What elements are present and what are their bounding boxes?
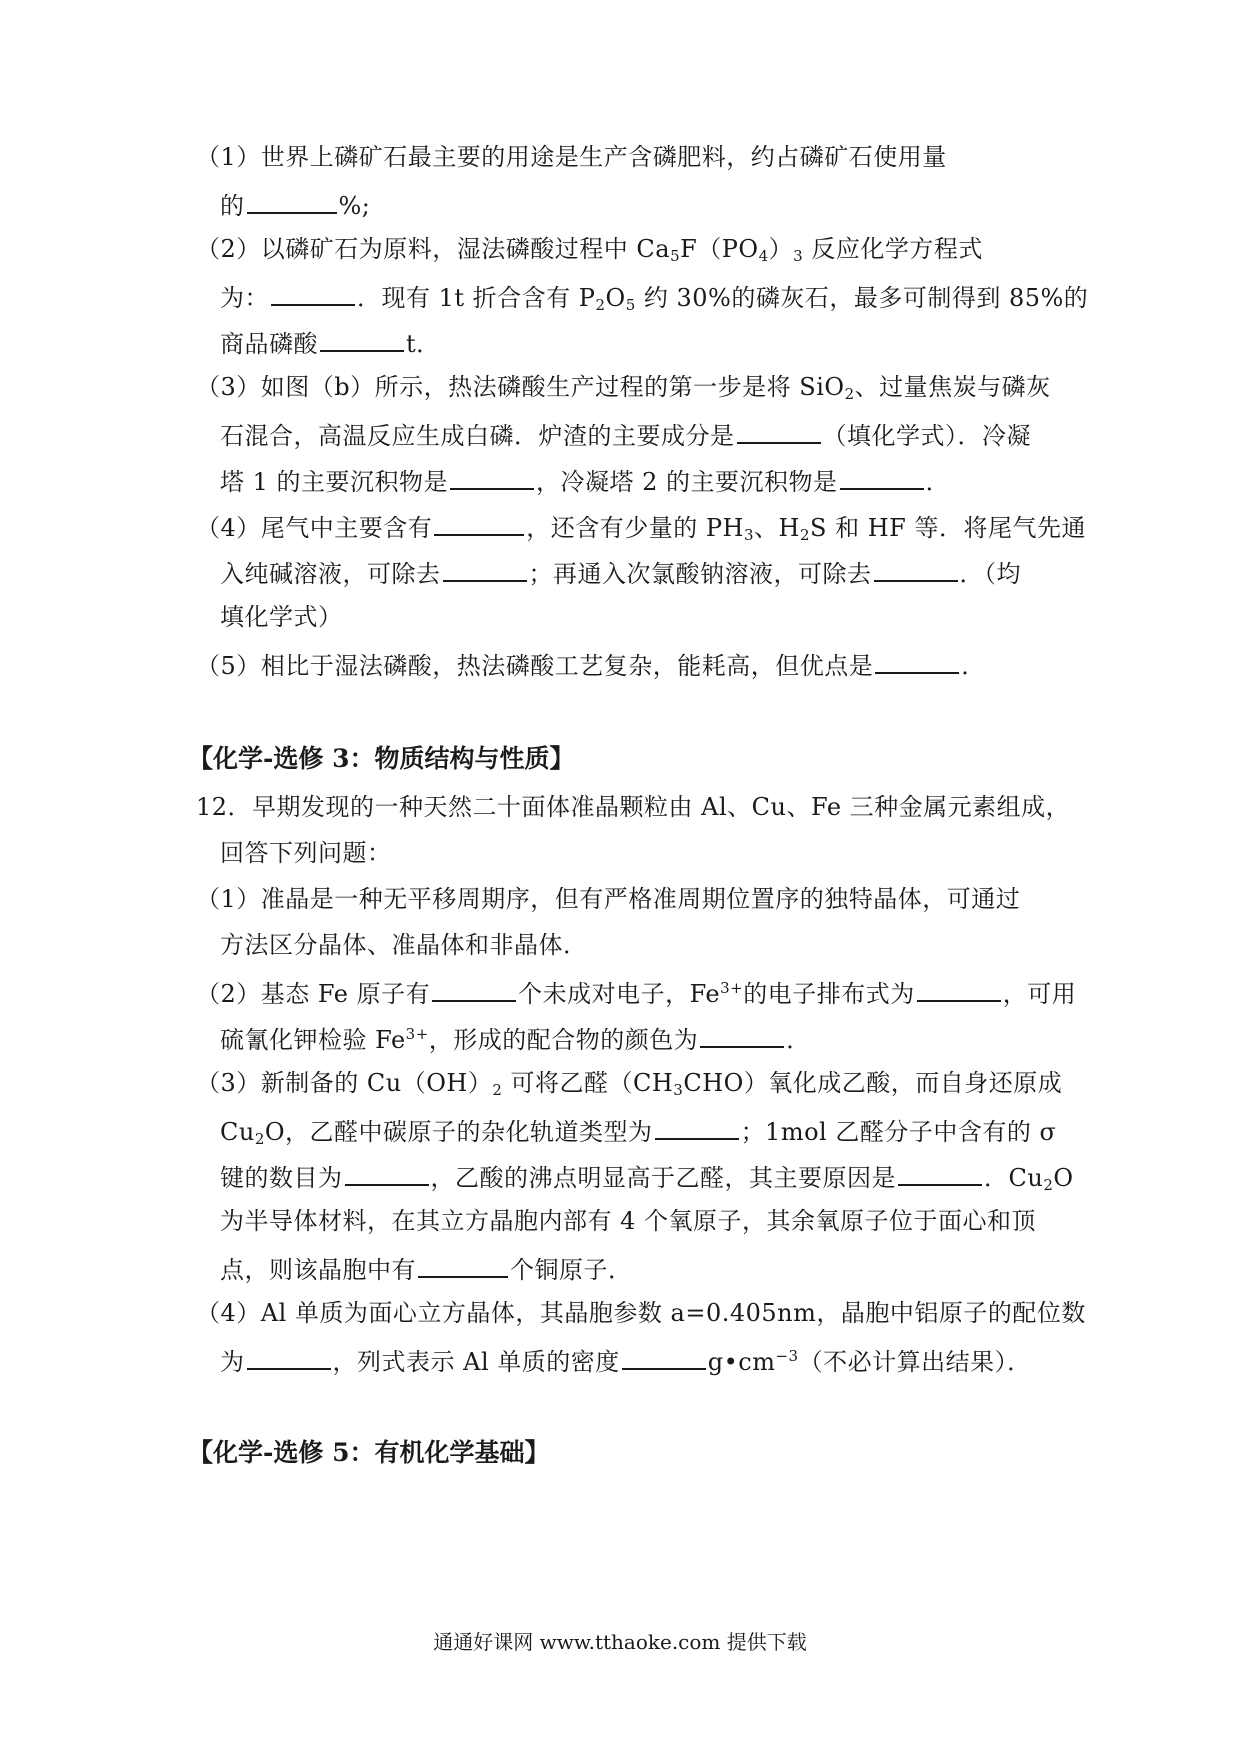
- text: ，可用: [1002, 980, 1077, 1008]
- q11-part3-line3: [220, 462, 950, 499]
- q12-part4-line2: [220, 1342, 1032, 1379]
- answer-blank[interactable]: [345, 1158, 429, 1186]
- q12-part2-line1: [196, 974, 1076, 1011]
- text: ．: [925, 468, 951, 496]
- text: F（PO: [680, 235, 759, 263]
- text: 方法区分晶体、准晶体和非晶体．: [220, 931, 588, 959]
- q12-part1-line1: [196, 882, 1020, 916]
- answer-blank[interactable]: [271, 278, 355, 306]
- text: 塔 1 的主要沉积物是: [220, 468, 449, 496]
- text: ；再通入次氯酸钠溶液，可除去: [528, 560, 872, 588]
- q12-part3-line3: [220, 1158, 1074, 1195]
- text: ．（均: [959, 560, 1021, 588]
- answer-blank[interactable]: [247, 1342, 331, 1370]
- answer-blank[interactable]: [443, 554, 527, 582]
- text: 个铜原子．: [510, 1256, 633, 1284]
- subscript: 2: [492, 1081, 503, 1099]
- q11-part4-line3: [220, 600, 343, 634]
- subscript: 2: [799, 526, 811, 544]
- subscript: 3: [673, 1081, 684, 1099]
- subscript: 5: [625, 296, 636, 314]
- text: ；1mol 乙醛分子中含有的 σ: [740, 1118, 1057, 1146]
- q12-part3-line4: [220, 1204, 1036, 1238]
- q12-part1-line2: [220, 928, 588, 962]
- text: 、过量焦炭与磷灰: [854, 373, 1051, 401]
- q12-part4-line1: [196, 1296, 1086, 1330]
- text: （3）新制备的 Cu（OH）: [196, 1069, 493, 1097]
- text: （1）世界上磷矿石最主要的用途是生产含磷肥料，约占磷矿石使用量: [196, 143, 947, 171]
- answer-blank[interactable]: [418, 1250, 508, 1278]
- text: g•cm: [707, 1348, 776, 1376]
- text: 反应化学方程式: [803, 235, 983, 263]
- text: （1）准晶是一种无平移周期序，但有严格准周期位置序的独特晶体，可通过: [196, 885, 1021, 913]
- page-footer: 通通好课网 www.tthaoke.com 提供下载: [433, 1630, 807, 1654]
- section-heading-elective-5: 【化学-选修 5：有机化学基础】: [188, 1438, 550, 1467]
- subscript: 2: [595, 296, 606, 314]
- text: 的: [220, 192, 245, 220]
- answer-blank[interactable]: [875, 646, 959, 674]
- text: %;: [338, 192, 371, 220]
- q11-part2-line1: [196, 232, 983, 266]
- text: 约 30%的磷灰石，最多可制得到 85%的: [635, 284, 1089, 312]
- text: 填化学式）: [220, 603, 343, 631]
- q11-part2-line3: [220, 324, 441, 361]
- text: （2）以磷矿石为原料，湿法磷酸过程中 Ca: [196, 235, 671, 263]
- text: ，形成的配合物的颜色为: [428, 1026, 699, 1054]
- text: 商品磷酸: [220, 330, 318, 358]
- answer-blank[interactable]: [450, 462, 534, 490]
- text: ，还含有少量的 PH: [526, 514, 744, 542]
- q11-part5-line1: [196, 646, 986, 683]
- superscript: −3: [775, 1347, 799, 1365]
- answer-blank[interactable]: [840, 462, 924, 490]
- superscript: 3+: [720, 979, 744, 997]
- subscript: 3: [793, 247, 804, 265]
- text: ，列式表示 Al 单质的密度: [332, 1348, 620, 1376]
- text: ．: [961, 652, 986, 680]
- q11-part3-line1: [196, 370, 1051, 404]
- section-heading-elective-3: 【化学-选修 3：物质结构与性质】: [188, 744, 575, 773]
- text: ．: [786, 1026, 811, 1054]
- text: Cu: [220, 1118, 255, 1146]
- text: CHO）氧化成乙酸，而自身还原成: [683, 1069, 1063, 1097]
- subscript: 2: [1043, 1176, 1054, 1194]
- answer-blank[interactable]: [898, 1158, 982, 1186]
- text: 为：: [220, 284, 269, 312]
- text: 可将乙醛（CH: [502, 1069, 674, 1097]
- answer-blank[interactable]: [737, 416, 821, 444]
- answer-blank[interactable]: [700, 1020, 784, 1048]
- q12-part2-line2: [220, 1020, 811, 1057]
- q11-part1-line1: [196, 140, 947, 174]
- text: （3）如图（b）所示，热法磷酸生产过程的第一步是将 SiO: [196, 373, 845, 401]
- text: ．现有 1t 折合含有 P: [357, 284, 596, 312]
- q11-part1-line2: [220, 186, 370, 223]
- answer-blank[interactable]: [247, 186, 337, 214]
- text: 入纯碱溶液，可除去: [220, 560, 441, 588]
- text: 键的数目为: [220, 1164, 343, 1192]
- subscript: 4: [758, 247, 769, 265]
- subscript: 2: [254, 1130, 265, 1148]
- q11-part2-line2: [220, 278, 1088, 315]
- text: 、H: [754, 514, 800, 542]
- text: S 和 HF 等．将尾气先通: [810, 514, 1086, 542]
- q12-part3-line5: [220, 1250, 633, 1287]
- q12-intro-line1: [196, 790, 1070, 824]
- text: O，乙醛中碳原子的杂化轨道类型为: [264, 1118, 653, 1146]
- text: ）: [768, 235, 794, 263]
- q12-intro-line2: [220, 836, 392, 870]
- text: （4）尾气中主要含有: [196, 514, 433, 542]
- subscript: 3: [744, 526, 755, 544]
- text: （填化学式）．冷凝: [822, 422, 1031, 450]
- text: 硫氰化钾检验 Fe: [220, 1026, 406, 1054]
- answer-blank[interactable]: [655, 1112, 739, 1140]
- text: 点，则该晶胞中有: [220, 1256, 416, 1284]
- text: （4）Al 单质为面心立方晶体，其晶胞参数 a=0.405nm，晶胞中铝原子的配位数: [196, 1299, 1086, 1327]
- text: 回答下列问题：: [220, 839, 392, 867]
- answer-blank[interactable]: [320, 324, 404, 352]
- q11-part4-line2: [220, 554, 1021, 591]
- text: 的电子排布式为: [743, 980, 915, 1008]
- q11-part4-line1: [196, 508, 1086, 545]
- text: ，乙酸的沸点明显高于乙醛，其主要原因是: [430, 1164, 896, 1192]
- text: ．Cu: [984, 1164, 1044, 1192]
- text: 石混合，高温反应生成白磷．炉渣的主要成分是: [220, 422, 735, 450]
- text: （2）基态 Fe 原子有: [196, 980, 431, 1008]
- subscript: 5: [670, 247, 681, 265]
- answer-blank[interactable]: [874, 554, 958, 582]
- answer-blank[interactable]: [432, 974, 516, 1002]
- text: ，冷凝塔 2 的主要沉积物是: [536, 468, 838, 496]
- text: O: [1053, 1164, 1074, 1192]
- text: t．: [406, 330, 441, 358]
- q12-part3-line1: [196, 1066, 1062, 1100]
- text: 为: [220, 1348, 245, 1376]
- answer-blank[interactable]: [622, 1342, 706, 1370]
- text: （不必计算出结果）．: [798, 1348, 1032, 1376]
- superscript: 3+: [405, 1025, 429, 1043]
- text: O: [605, 284, 626, 312]
- answer-blank[interactable]: [434, 508, 524, 536]
- text: 个未成对电子，Fe: [518, 980, 721, 1008]
- text: 为半导体材料，在其立方晶胞内部有 4 个氧原子，其余氧原子位于面心和顶: [220, 1207, 1037, 1235]
- text: 12．早期发现的一种天然二十面体准晶颗粒由 Al、Cu、Fe 三种金属元素组成，: [196, 793, 1071, 821]
- q12-part3-line2: [220, 1112, 1056, 1149]
- text: （5）相比于湿法磷酸，热法磷酸工艺复杂，能耗高，但优点是: [196, 652, 874, 680]
- q11-part3-line2: [220, 416, 1031, 453]
- subscript: 2: [844, 385, 855, 403]
- answer-blank[interactable]: [917, 974, 1001, 1002]
